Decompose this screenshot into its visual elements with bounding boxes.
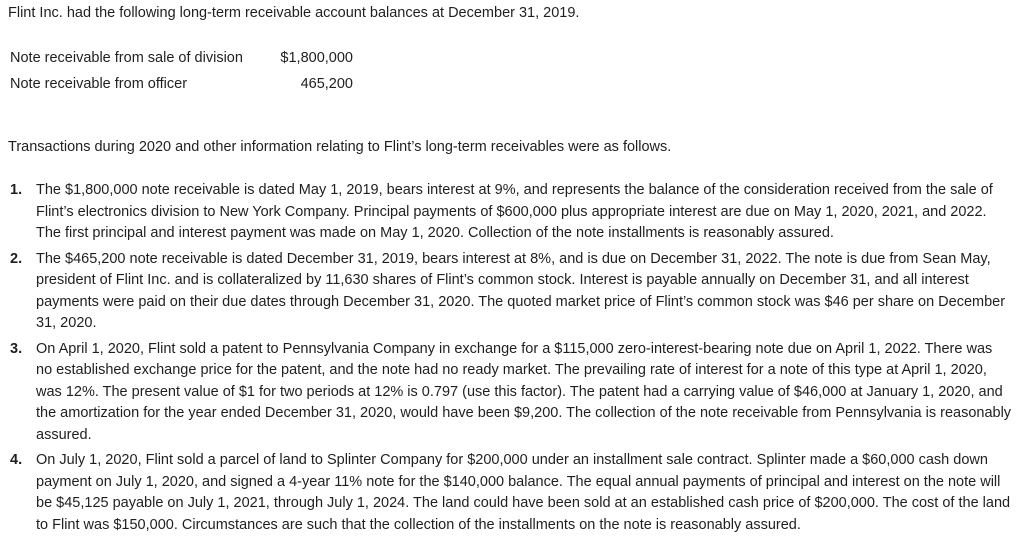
item-number: 1. [10, 182, 23, 198]
balance-label: Note receivable from officer [10, 76, 188, 92]
list-item [8, 339, 1012, 447]
balance-label: Note receivable from sale of division [10, 50, 243, 66]
item-text: On July 1, 2020, Flint sold a parcel of land to Splinter Company for $200,000 under an installment sale contract. Splinter made a $60,000 cash down payment on July 1, 2020, and signed a 4-year 11% note for the $140,000 balance. The equal annual payments of principal and interest on the note will be $45,125 payable on July 1, 2021, through July 1, 2024. The land could have been sold at an established cash price of $200,000. The cost of the land to Flint was $150,000. Circumstances are such that the collection of the installments on the note is reasonably assured. [36, 452, 1011, 533]
transactions-list [8, 180, 1012, 540]
item-text: The $1,800,000 note receivable is dated May 1, 2019, bears interest at 9%, and represents the balance of the consideration received from the sale of Flint’s electronics division to New York Company. Principal payments of $600,000 plus appropriate interest are due on May 1, 2020, 2021, and 2022. The first principal and interest payment was made on May 1, 2020. Collection of the note installments is reasonably assured. [36, 182, 993, 241]
item-number: 2. [10, 250, 23, 267]
list-item [8, 180, 1012, 245]
transactions-intro-text: Transactions during 2020 and other information relating to Flint’s long-term receivables were as follows. [8, 139, 672, 155]
list-item [8, 249, 1012, 335]
item-text: The $465,200 note receivable is dated December 31, 2019, bears interest at 8%, and is due on December 31, 2022. The note is due from Sean May, president of Flint Inc. and is collateralized by 11,630 shares of Flint’s common stock. Interest is payable annually on December 31, and all interest payments were paid on their due dates through December 31, 2020. The quoted market price of Flint’s common stock was $46 per share on December 31, 2020. [36, 250, 1006, 331]
balance-amount: 465,200 [300, 76, 353, 92]
balances-table [10, 45, 353, 97]
item-text: On April 1, 2020, Flint sold a patent to Pennsylvania Company in exchange for a $115,000 zero-interest-bearing note due on April 1, 2022. There was no established exchange price for the patent, and the note had no ready market. The prevailing rate of interest for a note of this type at April 1, 2020, was 12%. The present value of $1 for two periods at 12% is 0.797 (use this factor). The patent had a carrying value of $46,000 at January 1, 2020, and the amortization for the year ended December 31, 2020, would have been $9,200. The collection of the note receivable from Pennsylvania is reasonably assured. [36, 340, 1012, 443]
list-item [8, 450, 1012, 536]
intro-text: Flint Inc. had the following long-term receivable account balances at December 31, 2019. [8, 5, 580, 21]
table-row [10, 45, 353, 71]
balance-amount: $1,800,000 [280, 50, 353, 66]
item-number: 4. [10, 452, 23, 468]
item-number: 3. [10, 340, 23, 357]
table-row [10, 71, 353, 97]
